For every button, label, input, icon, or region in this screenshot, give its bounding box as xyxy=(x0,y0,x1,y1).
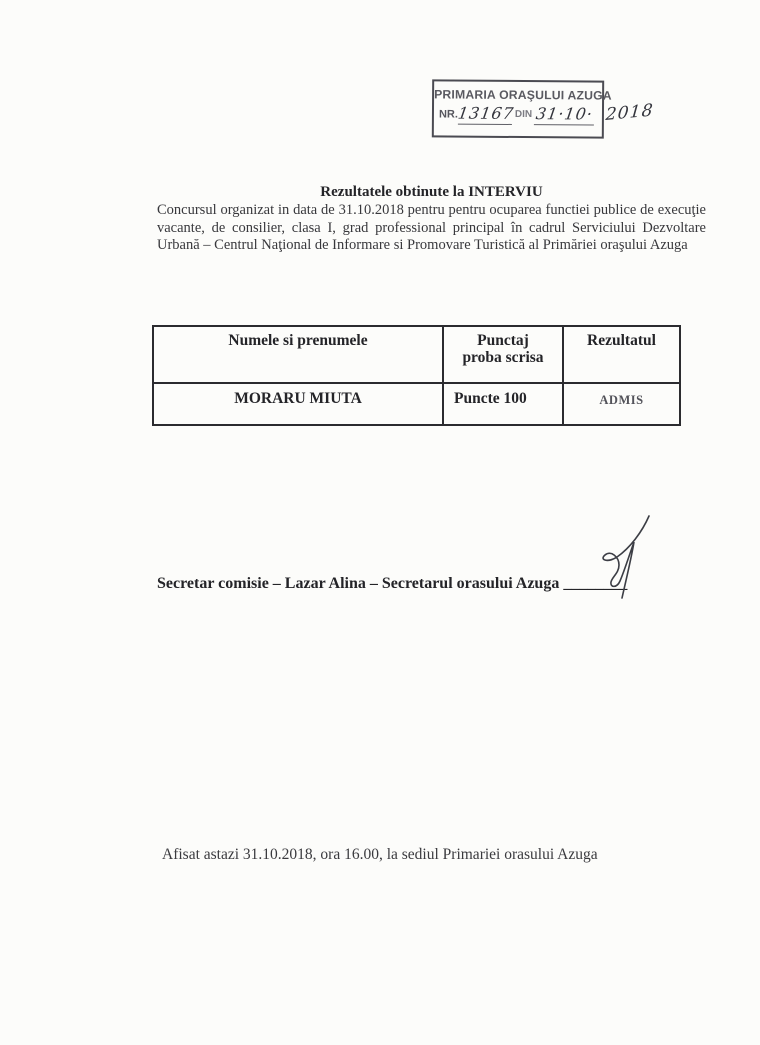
results-header-row xyxy=(153,326,680,383)
score-cell: Puncte 100 xyxy=(443,383,563,425)
signature-scribble xyxy=(586,510,666,602)
stamp-year-value: 2018 xyxy=(604,100,655,126)
table-row xyxy=(153,383,680,425)
stamp-nr-field xyxy=(456,103,516,125)
stamp-date-field xyxy=(534,105,594,125)
result-cell: ADMIS xyxy=(563,383,680,425)
stamp-number-row xyxy=(434,104,602,125)
column-header-result-label: Rezultatul xyxy=(587,332,656,349)
page-title: Rezultatele obtinute la INTERVIU xyxy=(320,184,543,200)
candidate-name-cell: MORARU MIUTA xyxy=(153,383,443,425)
footer-text: Afisat astazi 31.10.2018, ora 16.00, la sediul Primariei orasului Azuga xyxy=(162,846,598,863)
intro-line-1: Concursul organizat in data de 31.10.2018 pentru pentru ocuparea functiei publice de execuţie xyxy=(157,202,706,218)
intro-line-3: Urbană – Centrul Naţional de Informare si Promovare Turistică al Primăriei oraşului Azuga xyxy=(157,237,688,253)
stamp-nr-label: NR. xyxy=(438,108,458,121)
column-header-score-label: Punctaj proba scrisa xyxy=(462,332,544,366)
column-header-score xyxy=(443,326,563,383)
intro-line-2: vacante, de consilier, clasa I, grad professional principal în cadrul Serviciului Dezvoltare xyxy=(157,219,706,236)
secretary-line: Secretar comisie – Lazar Alina – Secretarul orasului Azuga ________ xyxy=(157,575,628,592)
intro-paragraph xyxy=(157,202,706,255)
column-header-name xyxy=(153,326,443,383)
stamp-date-value: 31·10· xyxy=(534,104,595,124)
stamp-din-label: DIN xyxy=(514,108,533,121)
stamp-org-name: PRIMARIA ORAŞULUI AZUGA xyxy=(434,87,612,103)
results-table xyxy=(152,325,681,426)
signature-stroke xyxy=(603,516,649,598)
stamp-nr-value: 13167 xyxy=(456,103,516,123)
column-header-result xyxy=(563,326,680,383)
column-header-name-label: Numele si prenumele xyxy=(228,332,368,349)
registration-stamp xyxy=(432,79,655,138)
